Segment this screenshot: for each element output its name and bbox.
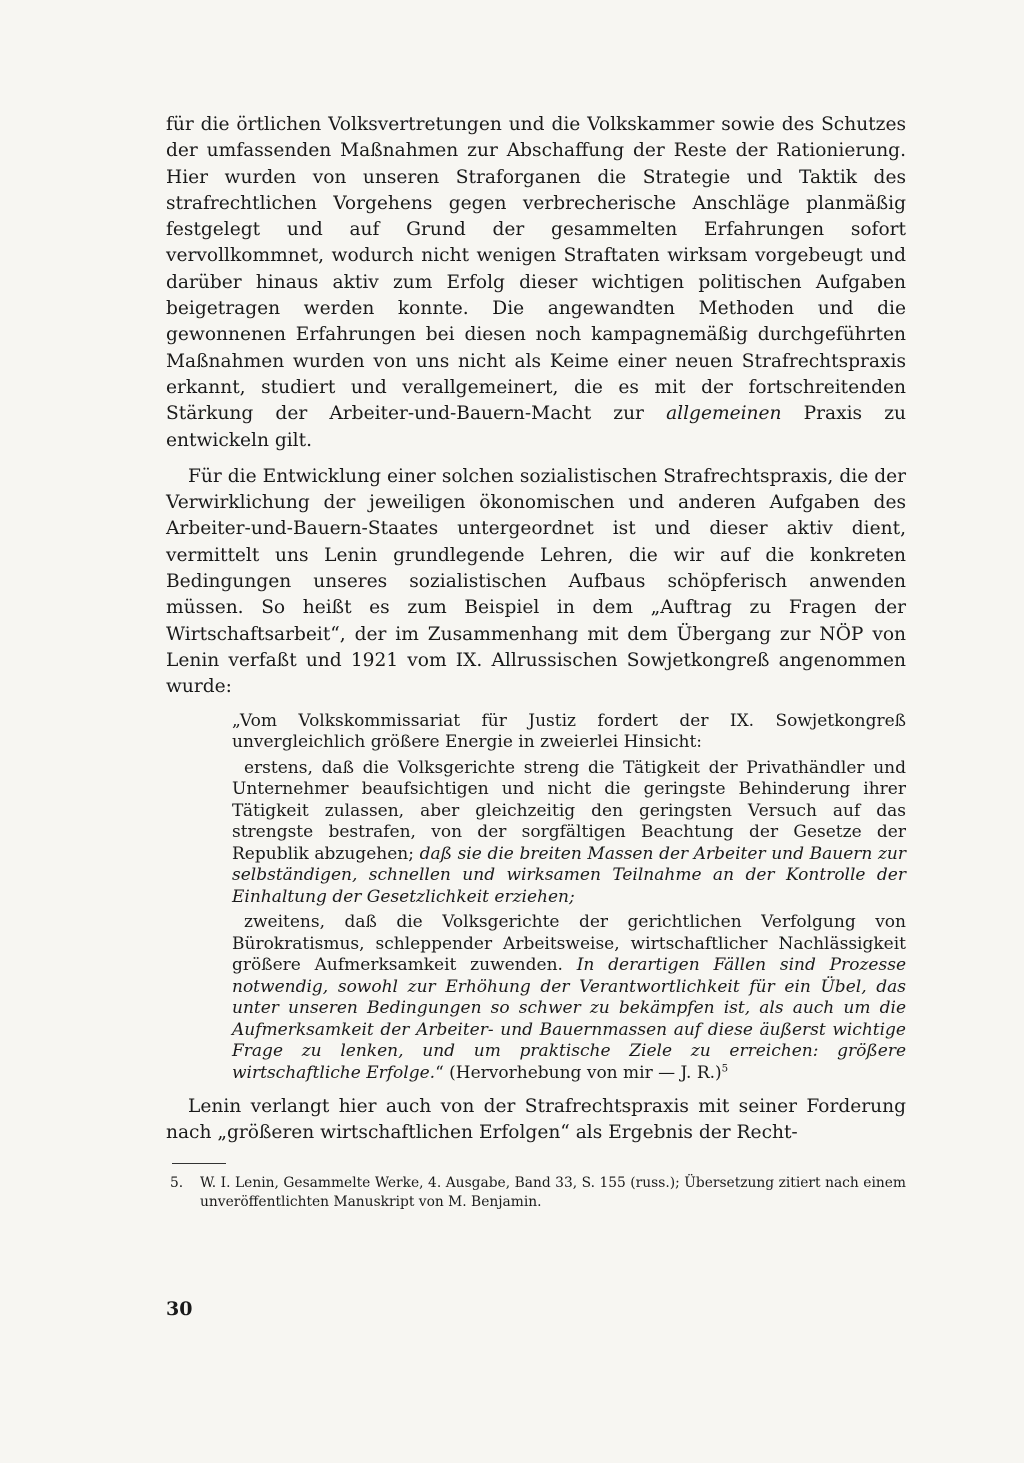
footnote xyxy=(170,1174,906,1212)
quote-intro: „Vom Volkskommissariat für Justiz fordert der IX. Sowjetkongreß unvergleichlich größere Energie in zweierlei Hinsicht: xyxy=(232,710,906,753)
quote-point-1 xyxy=(232,758,906,909)
paragraph-1-emphasis: allgemeinen xyxy=(666,403,782,425)
paragraph-2: Für die Entwicklung einer solchen sozialistischen Strafrechtspraxis, die der Verwirklichung der jeweiligen ökonomischen und anderen Aufgaben des Arbeiter-und-Bauern-Staates untergeordnet ist und dieser aktiv dient, vermittelt uns Lenin grundlegende Lehren, die wir auf die konkreten Bedingungen unseres sozialistischen Aufbaus schöpferisch anwenden müssen. So heißt es zum Beispiel in dem „Auftrag zu Fragen der Wirtschaftsarbeit“, der im Zusammenhang mit dem Übergang zur NÖP von Lenin verfaßt und 1921 vom IX. Allrussischen Sowjetkongreß angenommen wurde: xyxy=(166,465,906,698)
quote-point-1-text: erstens, daß die Volksgerichte streng die Tätigkeit der Privathändler und Unternehmer beaufsichtigen und nicht die geringste Behinderung ihrer Tätigkeit zulassen, aber gleichzeitig den geringsten Versuch auf das strengste bestrafen, von der sorgfältigen Beachtung der Gesetze der Republik abzugehen; xyxy=(232,757,906,864)
quote-point-2-emphasis: In derartigen Fällen sind Prozesse notwendig, sowohl zur Erhöhung der Verantwortlichkeit für ein Übel, das unter unseren Bedingungen so schwer zu bekämpfen ist, als auch um die Aufmerksamkeit der Arbeiter- und Bauernmassen auf diese äußerst wichtige Frage zu lenken, und um praktische Ziele zu erreichen: größere wirtschaftliche Erfolge. xyxy=(232,955,907,1083)
quote-point-1-emphasis: daß sie die breiten Massen der Arbeiter und Bauern zur selbständigen, schnellen und wirksamen Teilnahme an der Kontrolle der Einhaltung der Gesetzlichkeit erziehen; xyxy=(232,843,906,907)
quote-point-2-end: “ (Hervorhebung von mir — J. R.) xyxy=(435,1062,722,1083)
footnote-divider xyxy=(172,1163,226,1164)
lenin-quote xyxy=(232,711,906,1085)
page-body xyxy=(166,112,906,1212)
footnote-text: W. I. Lenin, Gesammelte Werke, 4. Ausgabe, Band 33, S. 155 (russ.); Übersetzung zitiert nach einem unveröffentlichten Manuskript von M. Benjamin. xyxy=(200,1174,906,1210)
paragraph-1 xyxy=(166,112,906,454)
page-number: 30 xyxy=(166,1298,193,1320)
paragraph-1-end: Praxis zu entwickeln gilt. xyxy=(166,403,906,451)
quote-point-2-text: zweitens, daß die Volksgerichte der gerichtlichen Verfolgung von Bürokratismus, schleppender Arbeitsweise, wirtschaftlicher Nachlässigkeit größere Aufmerksamkeit zuwenden. xyxy=(232,912,906,976)
footnote-reference: 5 xyxy=(721,1062,729,1074)
paragraph-1-text: für die örtlichen Volksvertretungen und die Volkskammer sowie des Schutzes der umfassenden Maßnahmen zur Abschaffung der Reste der Rationierung. Hier wurden von unseren Straforganen die Strategie und Taktik des strafrechtlichen Vorgehens gegen verbrecherische Anschläge planmäßig festgelegt und auf Grund der gesammelten Erfahrungen sofort vervollkommnet, wodurch nicht wenigen Straftaten wirksam vorgebeugt und darüber hinaus aktiv zum Erfolg dieser wichtigen politischen Aufgaben beigetragen werden konnte. Die angewandten Methoden und die gewonnenen Erfahrungen bei diesen noch kampagnemäßig durchgeführten Maßnahmen wurden von uns nicht als Keime einer neuen Strafrechtspraxis erkannt, studiert und verallgemeinert, die es mit der fortschreitenden Stärkung der Arbeiter-und-Bauern-Macht zur xyxy=(166,114,906,425)
quote-point-2 xyxy=(232,912,906,1084)
footnote-number: 5. xyxy=(170,1174,184,1191)
paragraph-3: Lenin verlangt hier auch von der Strafrechtspraxis mit seiner Forderung nach „größeren wirtschaftlichen Erfolgen“ als Ergebnis der Recht- xyxy=(166,1096,906,1144)
